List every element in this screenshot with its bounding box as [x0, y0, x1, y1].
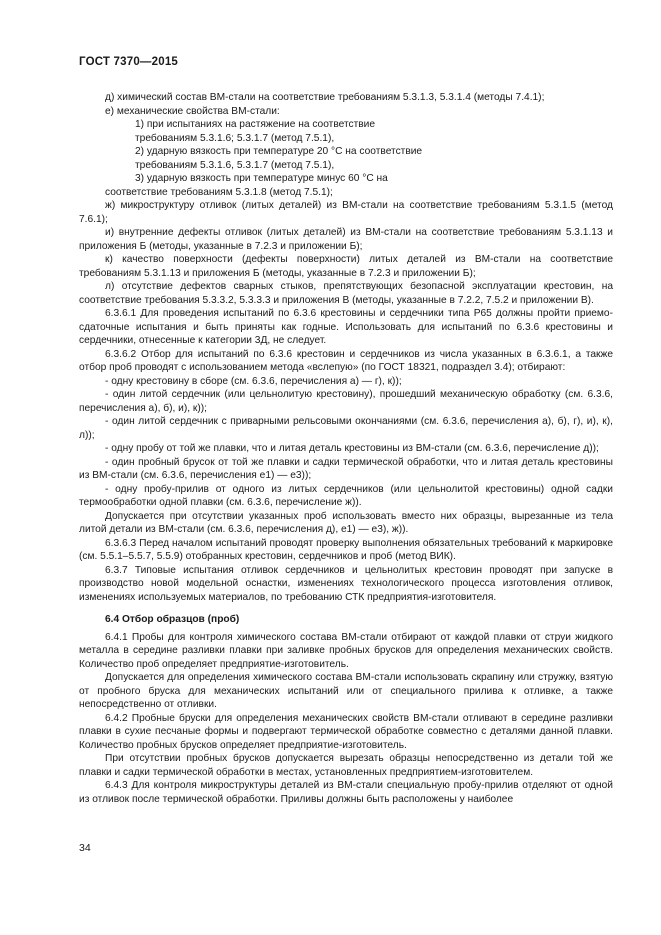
paragraph: Допускается при отсутствии указанных проб использовать вместо них образцы, вырезанные из тела литой детали из ВМ-стали (см. 6.3.6, перечисления д), е1) — е3), ж)).	[79, 510, 613, 535]
paragraph: требованиям 5.3.1.6, 5.3.1.7 (метод 7.5.1),	[135, 159, 335, 171]
paragraph: требованиям 5.3.1.6; 5.3.1.7 (метод 7.5.1),	[135, 132, 335, 144]
paragraph: 6.3.6.3 Перед началом испытаний проводят проверку выполнения обязательных требований к маркировке (см. 5.5.1–5.5.7, 5.5.9) отобранных крестовин, сердечников и проб (метод ВИК).	[79, 537, 613, 562]
paragraph: ж) микроструктуру отливок (литых деталей) из ВМ-стали на соответствие требованиям 5.3.1.5 (метод 7.6.1);	[79, 200, 613, 225]
list-item: - одну пробу-прилив от одного из литых сердечников (или цельнолитой крестовины) одной садки термообработки одной плавки (см. 6.3.6, перечисление ж)).	[79, 483, 613, 508]
section-heading: 6.4 Отбор образцов (проб)	[105, 614, 240, 625]
paragraph: 6.3.6.1 Для проведения испытаний по 6.3.6 крестовины и сердечники типа Р65 должны пройти приемо-сдаточные испытания и быть приняты как годные. Использовать для испытаний по 6.3.6 крестовины и сердечники, отнесенные к категории 3Д, не следует.	[79, 308, 613, 346]
paragraph: 6.3.6.2 Отбор для испытаний по 6.3.6 крестовин и сердечников из числа указанных в 6.3.6.1, а также отбор проб проводят с использованием метода «вслепую» (по ГОСТ 18321, подраздел 3.4); отбирают:	[79, 348, 613, 373]
paragraph: Допускается для определения химического состава ВМ-стали использовать скрапину или стружку, взятую от пробного бруска для механических испытаний или от специального прилива к отливке, а также непосредственно от отливки.	[79, 672, 613, 710]
paragraph: При отсутствии пробных брусков допускается вырезать образцы непосредственно из детали той же плавки и садки термической обработки в местах, установленных предприятием-изготовителем.	[79, 753, 613, 778]
paragraph: и) внутренние дефекты отливок (литых деталей) из ВМ-стали на соответствие требованиям 5.3.1.13 и приложения Б (методы, указанные в 7.2.3 и приложении Б);	[79, 227, 613, 252]
list-item: - один литой сердечник (или цельнолитую крестовину), прошедший механическую обработку (см. 6.3.6, перечисления а), б), и), к));	[79, 389, 613, 414]
paragraph: д) химический состав ВМ-стали на соответствие требованиям 5.3.1.3, 5.3.1.4 (методы 7.4.1);	[105, 92, 545, 103]
list-item: - один пробный брусок от той же плавки и садки термической обработки, что и литая деталь крестовины из ВМ-стали (см. 6.3.6, перечисления е1) — е3));	[79, 456, 613, 481]
paragraph: 6.3.7 Типовые испытания отливок сердечников и цельнолитых крестовин проводят при запуске в производство новой модельной оснастки, изменениях технологического процесса изготовления отливок, изменениях используемых материалов, по требованию СТК предприятия-изготовителя.	[79, 564, 613, 603]
paragraph: соответствие требованиям 5.3.1.8 (метод 7.5.1);	[105, 186, 333, 198]
paragraph: 1) при испытаниях на растяжение на соответствие	[135, 119, 376, 130]
paragraph: е) механические свойства ВМ-стали:	[105, 105, 280, 117]
document-header: ГОСТ 7370—2015	[79, 56, 179, 68]
paragraph: 3) ударную вязкость при температуре минус 60 °С на	[135, 173, 388, 184]
page-number: 34	[79, 842, 91, 854]
paragraph: 6.4.2 Пробные бруски для определения механических свойств ВМ-стали отливают в середине разливки плавки в сухие песчаные формы и подвергают термической обработке совместно с деталями данной плавки. Количество пробных брусков определяет предприятие-изготовитель.	[79, 712, 613, 751]
list-item: - один литой сердечник с приварными рельсовыми окончаниями (см. 6.3.6, перечисления а), б), г), и), к), л));	[79, 416, 613, 441]
paragraph: 6.4.3 Для контроля микроструктуры деталей из ВМ-стали специальную пробу-прилив отделяют от одной из отливок после термической обработки. Приливы должны быть расположены у наиболее	[79, 780, 613, 805]
list-item: - одну крестовину в сборе (см. 6.3.6, перечисления а) — г), к));	[105, 375, 402, 387]
paragraph: л) отсутствие дефектов сварных стыков, препятствующих безопасной эксплуатации крестовин, на соответствие требования 5.3.3.2, 5.3.3.3 и приложения В (методы, указанные в 7.2.2, 7.5.2 и приложении В).	[79, 281, 613, 306]
paragraph: 6.4.1 Пробы для контроля химического состава ВМ-стали отбирают от каждой плавки от струи жидкого металла в середине разливки плавки при заливке пробных брусков для определения механических свойств. Количество проб определяет предприятие-изготовитель.	[79, 631, 613, 670]
paragraph: к) качество поверхности (дефекты поверхности) литых деталей из ВМ-стали на соответствие требованиям 5.3.1.13 и приложения Б (методы, указанные в 7.2.3 и приложении Б);	[79, 254, 613, 279]
paragraph: 2) ударную вязкость при температуре 20 °С на соответствие	[135, 146, 423, 157]
list-item: - одну пробу от той же плавки, что и литая деталь крестовины из ВМ-стали (см. 6.3.6, перечисление д));	[105, 443, 599, 454]
document-body	[79, 91, 613, 806]
